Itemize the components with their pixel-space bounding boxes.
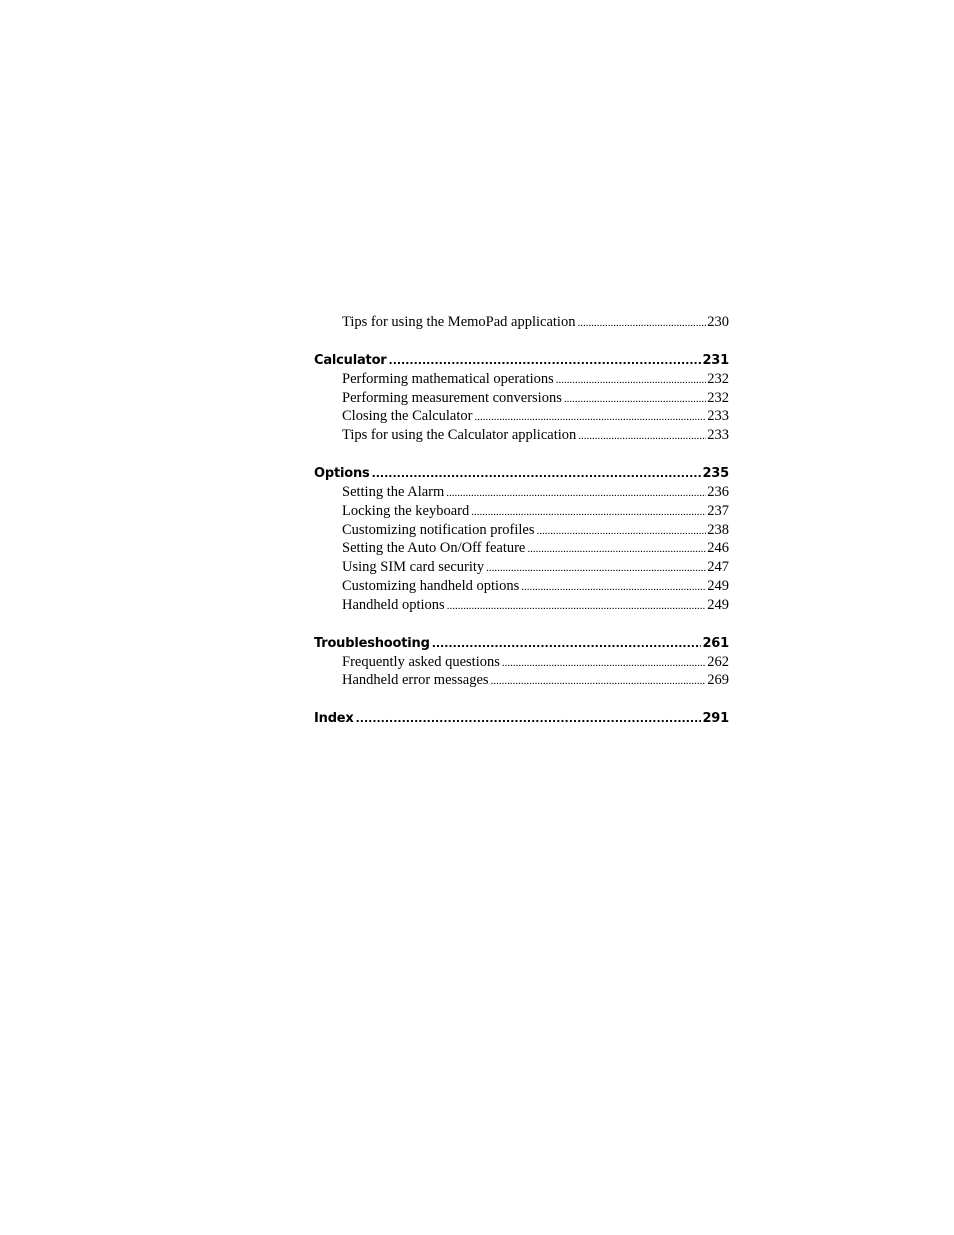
toc-entry-label: Setting the Alarm — [342, 483, 445, 500]
toc-entry-page: 232 — [707, 389, 729, 406]
toc-entry[interactable] — [314, 577, 729, 596]
toc-entry-page: 236 — [707, 483, 729, 500]
toc-entry-page: 233 — [707, 408, 729, 425]
dot-leader — [537, 521, 707, 540]
toc-entry[interactable] — [314, 521, 729, 540]
table-of-contents — [314, 313, 729, 728]
toc-entry[interactable] — [314, 671, 729, 690]
dot-leader — [474, 407, 706, 426]
toc-entry[interactable] — [314, 426, 729, 445]
toc-entry-label: Performing measurement conversions — [342, 389, 562, 406]
toc-entry-page: 269 — [707, 672, 729, 689]
dot-leader — [577, 313, 706, 332]
toc-chapter-title: Index — [314, 711, 354, 727]
toc-entry-page: 262 — [707, 653, 729, 670]
toc-chapter-page: 261 — [702, 635, 729, 651]
dot-leader — [432, 634, 702, 653]
toc-entry-page: 249 — [707, 596, 729, 613]
toc-entry-label: Locking the keyboard — [342, 502, 470, 519]
toc-entry-label: Customizing handheld options — [342, 577, 520, 594]
toc-entry[interactable] — [314, 596, 729, 615]
dot-leader — [471, 502, 706, 521]
toc-entry-label: Tips for using the MemoPad application — [342, 314, 576, 330]
toc-entry[interactable] — [314, 370, 729, 389]
toc-entry[interactable] — [314, 483, 729, 502]
toc-entry[interactable] — [314, 313, 729, 332]
toc-chapter-options[interactable] — [314, 464, 729, 483]
toc-entry-page: 247 — [707, 559, 729, 576]
toc-entry-page: 238 — [707, 521, 729, 538]
toc-entry[interactable] — [314, 539, 729, 558]
toc-entry-label: Closing the Calculator — [342, 408, 473, 425]
toc-entry[interactable] — [314, 558, 729, 577]
toc-entry-page: 233 — [707, 427, 729, 444]
toc-entry-label: Using SIM card security — [342, 559, 485, 576]
toc-entry[interactable] — [314, 407, 729, 426]
toc-entry-page: 237 — [707, 502, 729, 519]
toc-entry-label: Handheld options — [342, 596, 445, 613]
dot-leader — [521, 577, 706, 596]
dot-leader — [502, 653, 706, 672]
dot-leader — [447, 596, 707, 615]
toc-chapter-title: Calculator — [314, 352, 387, 368]
dot-leader — [491, 671, 707, 690]
dot-leader — [578, 426, 706, 445]
toc-entry-page: 249 — [707, 577, 729, 594]
toc-entry-page: 230 — [707, 314, 729, 330]
dot-leader — [564, 389, 706, 408]
toc-entry-label: Performing mathematical operations — [342, 370, 554, 387]
dot-leader — [356, 709, 702, 728]
toc-entry[interactable] — [314, 389, 729, 408]
dot-leader — [527, 539, 706, 558]
toc-chapter-troubleshooting[interactable] — [314, 634, 729, 653]
dot-leader — [486, 558, 706, 577]
toc-chapter-index[interactable] — [314, 709, 729, 728]
toc-chapter-page: 235 — [702, 465, 729, 481]
toc-entry-page: 232 — [707, 370, 729, 387]
toc-chapter-title: Troubleshooting — [314, 635, 430, 651]
toc-chapter-page: 291 — [702, 711, 729, 727]
toc-entry-label: Handheld error messages — [342, 672, 489, 689]
toc-chapter-calculator[interactable] — [314, 351, 729, 370]
toc-entry-label: Tips for using the Calculator application — [342, 427, 577, 444]
toc-entry-label: Frequently asked questions — [342, 653, 500, 670]
dot-leader — [556, 370, 706, 389]
dot-leader — [389, 351, 702, 370]
dot-leader — [372, 464, 702, 483]
toc-entry-label: Setting the Auto On/Off feature — [342, 540, 526, 557]
toc-entry-label: Customizing notification profiles — [342, 521, 535, 538]
dot-leader — [446, 483, 706, 502]
toc-entry[interactable] — [314, 653, 729, 672]
toc-entry[interactable] — [314, 502, 729, 521]
toc-chapter-page: 231 — [702, 352, 729, 368]
toc-entry-page: 246 — [707, 540, 729, 557]
toc-chapter-title: Options — [314, 465, 370, 481]
